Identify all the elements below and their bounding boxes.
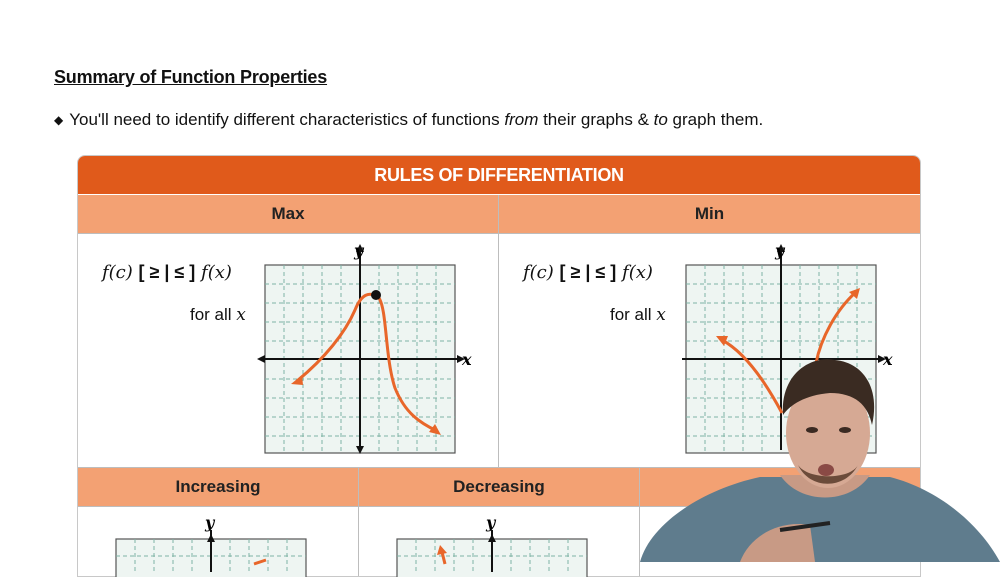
max-forall: for all x [190, 305, 246, 325]
y-axis-label: y [205, 513, 215, 532]
x-axis-label: x [883, 350, 893, 369]
decreasing-graph [397, 512, 597, 572]
column-header-max: Max [78, 195, 498, 233]
presenter-webcam [640, 355, 1000, 562]
diamond-bullet-icon: ◆ [54, 113, 64, 127]
min-forall: for all x [610, 305, 666, 325]
column-header-increasing: Increasing [78, 468, 358, 506]
table-title: RULES OF DIFFERENTIATION [78, 156, 920, 194]
bullet-text: You'll need to identify different characteristics of functions from their graphs & to graph them. [69, 110, 764, 129]
column-header-min: Min [499, 195, 920, 233]
page-title: Summary of Function Properties [54, 67, 328, 87]
x-axis-label: x [462, 350, 472, 369]
min-formula: f(c) [ ≥ | ≤ ] f(x) [523, 262, 653, 283]
increasing-graph [116, 512, 316, 572]
row-divider [78, 233, 920, 234]
y-axis-label: y [486, 513, 496, 532]
max-formula: f(c) [ ≥ | ≤ ] f(x) [102, 262, 232, 283]
column-divider [358, 468, 359, 577]
column-divider [498, 195, 499, 467]
y-axis-label: y [354, 241, 364, 260]
max-graph [265, 238, 475, 458]
y-axis-label: y [775, 241, 785, 260]
bullet-point [54, 110, 763, 130]
column-header-decreasing: Decreasing [359, 468, 639, 506]
